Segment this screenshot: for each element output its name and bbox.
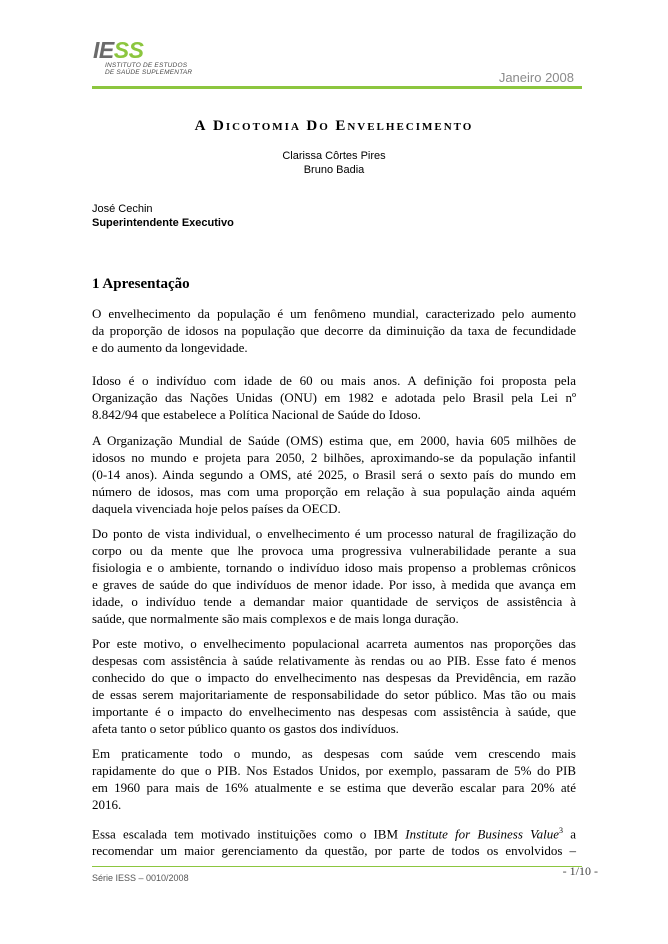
paragraph-6	[92, 745, 576, 813]
paragraph-line: Do ponto de vista individual, o envelhecimento é um processo natural de fragilização do	[92, 526, 576, 541]
paragraph-3	[92, 432, 576, 517]
footer-series: Série IESS – 0010/2008	[92, 873, 189, 883]
paragraph-line: (0-14 anos). Ainda segundo a OMS, até 2025, o Brasil será o sexto país do mundo em	[92, 467, 576, 482]
paragraph-line: afeta tanto o setor público quanto os gastos dos indivíduos.	[92, 721, 399, 736]
signatory-name: José Cechin	[92, 203, 153, 215]
text-run: Essa escalada tem motivado instituições como o IBM	[92, 826, 406, 842]
paragraph-line: Em praticamente todo o mundo, as despesas com saúde vem crescendo mais	[92, 746, 576, 761]
page-header	[0, 0, 668, 90]
paragraph-line: Organização das Nações Unidas (ONU) em 1982 e adotada pelo Brasil pela Lei nº	[92, 390, 576, 405]
author-1: Clarissa Côrtes Pires	[282, 150, 386, 162]
paragraph-5	[92, 635, 576, 737]
text-run: a	[563, 826, 576, 842]
header-divider	[92, 86, 582, 89]
paragraph-line: de essas serem majoritariamente de responsabilidade do setor público. Mas tão ou mais	[92, 687, 576, 702]
paragraph-line: conhecido do que o impacto do envelhecimento nas despesas da Previdência, em razão	[92, 670, 576, 685]
logo-subtitle-1: INSTITUTO DE ESTUDOS	[105, 62, 188, 69]
signatory-role: Superintendente Executivo	[92, 217, 234, 229]
logo-subtitle-2: DE SAÚDE SUPLEMENTAR	[105, 69, 193, 76]
page-number: - 1/10 -	[562, 864, 598, 878]
italic-run: Institute for Business Value	[405, 826, 560, 842]
section-heading: 1 Apresentação	[92, 276, 190, 292]
paragraph-line: fisiologia e o ambiente, tornando o indivíduo idoso mais propenso a problemas crônicos	[92, 560, 576, 575]
paragraph-line: idade, o indivíduo tende a demandar maior quantidade de serviços de assistência à	[92, 594, 576, 609]
paragraph-line: Por este motivo, o envelhecimento populacional acarreta aumentos nas proporções das	[92, 636, 576, 651]
paragraph-line: corpo ou da mente que lhe provoca uma progressiva vulnerabilidade perante a sua	[92, 543, 576, 558]
paragraph-line: 2016.	[92, 797, 122, 812]
paragraph-line: rapidamente do que o PIB. Nos Estados Unidos, por exemplo, passaram de 5% do PIB	[92, 763, 576, 778]
paragraph-7	[92, 822, 576, 859]
paragraph-line: daquela vivenciada hoje pelos países da OECD.	[92, 501, 341, 516]
paragraph-line: e do aumento da longevidade.	[92, 340, 248, 355]
author-2: Bruno Badia	[303, 164, 365, 176]
paragraph-line: saúde, que normalmente são mais complexos e de mais longa duração.	[92, 611, 459, 626]
logo-wordmark	[93, 38, 192, 62]
paragraph-line: e graves de saúde do que indivíduos de menor idade. Por isso, à medida que avança em	[92, 577, 576, 592]
paragraph-4	[92, 525, 576, 627]
logo-ss: SS	[113, 37, 144, 63]
logo-ie: IE	[93, 37, 114, 63]
footnote-ref[interactable]: 3	[559, 826, 564, 835]
paragraph-line: da proporção de idosos na população que decorre da diminuição da taxa de fecundidade	[92, 323, 576, 338]
paragraph-line: recomendar um maior gerenciamento da questão, por parte de todos os envolvidos –	[92, 843, 576, 859]
paragraph-line: número de idosos, mas com uma proporção em relação à sua população ainda aquém	[92, 484, 576, 499]
header-date: Janeiro 2008	[498, 70, 574, 85]
paragraph-line: O envelhecimento da população é um fenômeno mundial, caracterizado pelo aumento	[92, 306, 576, 321]
paragraph-line: em 1960 para mais de 16% atualmente e se estima que deverão escalar para 20% até	[92, 780, 576, 795]
iess-logo	[93, 38, 192, 76]
paragraph-2	[92, 372, 576, 423]
paragraph-line: 8.842/94 que estabelece a Política Nacional de Saúde do Idoso.	[92, 407, 421, 422]
paragraph-1	[92, 305, 576, 356]
paragraph-line: importante é o impacto do envelhecimento nas despesas com assistência à saúde, que	[92, 704, 576, 719]
document-title	[0, 118, 668, 135]
paragraph-line: Idoso é o indivíduo com idade de 60 ou mais anos. A definição foi proposta pela	[92, 373, 576, 388]
paragraph-line: despesas com assistência à saúde relativamente às rendas ou ao PIB. Esse fato é menos	[92, 653, 576, 668]
title-text: A DICOTOMIA DO ENVELHECIMENTO	[194, 118, 474, 134]
paragraph-line	[92, 822, 576, 842]
paragraph-line: A Organização Mundial de Saúde (OMS) estima que, em 2000, havia 605 milhões de	[92, 433, 576, 448]
footer-divider	[92, 866, 582, 867]
paragraph-line: idosos no mundo e projeta para 2050, 2 bilhões, aproximando-se da população infantil	[92, 450, 576, 465]
